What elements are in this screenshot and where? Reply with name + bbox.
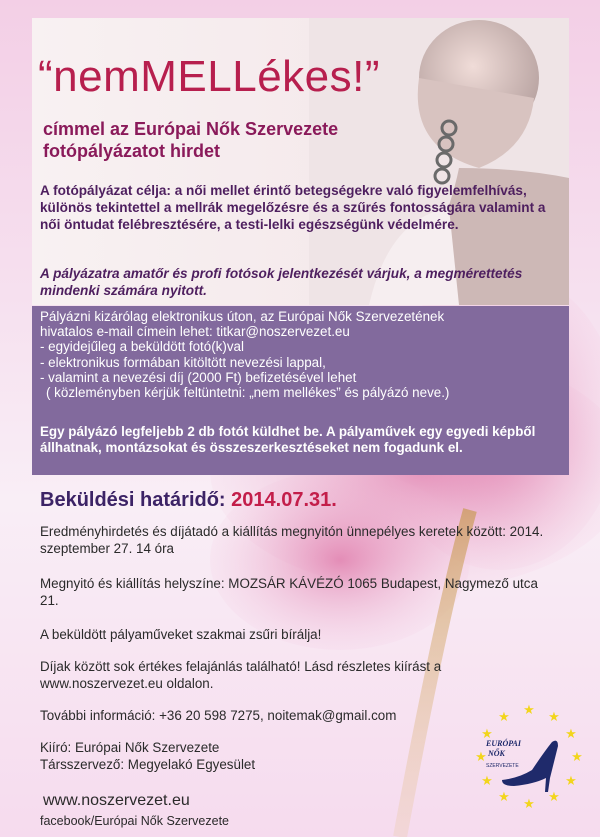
facebook-link[interactable]: facebook/Európai Nők Szervezete bbox=[40, 814, 229, 828]
svg-text:★: ★ bbox=[548, 710, 560, 725]
submission-line: - valamint a nevezési díj (2000 Ft) befizetésével lehet bbox=[40, 369, 357, 385]
svg-text:★: ★ bbox=[565, 727, 577, 742]
poster-title: “nemMELLékes!” bbox=[38, 52, 381, 101]
organization-logo bbox=[474, 700, 584, 810]
submission-line: - elektronikus formában kitöltött nevezési lappal, bbox=[40, 354, 326, 370]
submission-line: ( közleményben kérjük feltüntetni: „nem mellékes” és pályázó neve.) bbox=[46, 385, 450, 401]
venue-text: Megnyitó és kiállítás helyszíne: MOZSÁR KÁVÉZÓ 1065 Budapest, Nagymező utca 21. bbox=[40, 576, 538, 608]
deadline-date: 2014.07.31. bbox=[231, 489, 337, 511]
website-link[interactable]: www.noszervezet.eu bbox=[43, 792, 190, 809]
contact-text: További információ: +36 20 598 7275, noitemak@gmail.com bbox=[40, 708, 397, 723]
deadline bbox=[40, 489, 337, 512]
jury-text: A beküldött pályaműveket szakmai zsűri bírálja! bbox=[40, 627, 322, 642]
ceremony-text: Eredményhirdetés és díjátadó a kiállítás megnyitón ünnepélyes keretek között: 2014. szeptember 27. 14 óra bbox=[40, 524, 544, 556]
svg-text:★: ★ bbox=[475, 750, 487, 765]
submission-line: hivatalos e-mail címein lehet: titkar@noszervezet.eu bbox=[40, 324, 350, 340]
logo-text: EURÓPAI bbox=[486, 739, 521, 748]
svg-text:★: ★ bbox=[498, 710, 510, 725]
submission-line: - egyidejűleg a beküldött fotó(k)val bbox=[40, 339, 244, 355]
submission-text bbox=[40, 309, 560, 400]
subtitle-line: címmel az Európai Nők Szervezete bbox=[43, 119, 339, 139]
svg-text:★: ★ bbox=[523, 797, 535, 810]
co-organizer-text: Társszervező: Megyelakó Egyesület bbox=[40, 757, 256, 772]
submission-line: Pályázni kizárólag elektronikus úton, az Európai Nők Szervezetének bbox=[40, 309, 445, 324]
submission-rule: Egy pályázó legfeljebb 2 db fotót küldhet be. A pályaművek egy egyedi képből állhatnak, montázsokat és összeszerkesztéseket nem fogadunk el. bbox=[40, 424, 536, 455]
prizes-text: Díjak között sok értékes felajánlás található! Lásd részletes kiírást a www.noszervezet.eu oldalon. bbox=[40, 659, 442, 691]
svg-text:★: ★ bbox=[498, 790, 510, 805]
poster-subtitle bbox=[43, 118, 338, 162]
deadline-label: Beküldési határidő: bbox=[40, 489, 232, 511]
svg-text:★: ★ bbox=[571, 750, 583, 765]
svg-text:★: ★ bbox=[481, 774, 493, 789]
svg-text:★: ★ bbox=[481, 727, 493, 742]
logo-text: NŐK bbox=[488, 749, 505, 758]
issuer-text: Kiíró: Európai Nők Szervezete bbox=[40, 740, 220, 755]
svg-text:★: ★ bbox=[565, 774, 577, 789]
invite-text: A pályázatra amatőr és profi fotósok jelentkezését várjuk, a megmérettetés mindenki számára nyitott. bbox=[40, 266, 523, 298]
logo-text: SZERVEZETE bbox=[486, 763, 519, 769]
aim-text: A fotópályázat célja: a női mellet érintő betegségekre való figyelemfelhívás, különös tekintettel a mellrák megelőzésre és a szűrés fontosságára valamint a női öntudat felébresztésére, a testi-lelki egészségünk védelmére. bbox=[40, 183, 546, 232]
svg-text:★: ★ bbox=[523, 703, 535, 718]
svg-text:★: ★ bbox=[548, 790, 560, 805]
subtitle-line: fotópályázatot hirdet bbox=[43, 141, 221, 161]
